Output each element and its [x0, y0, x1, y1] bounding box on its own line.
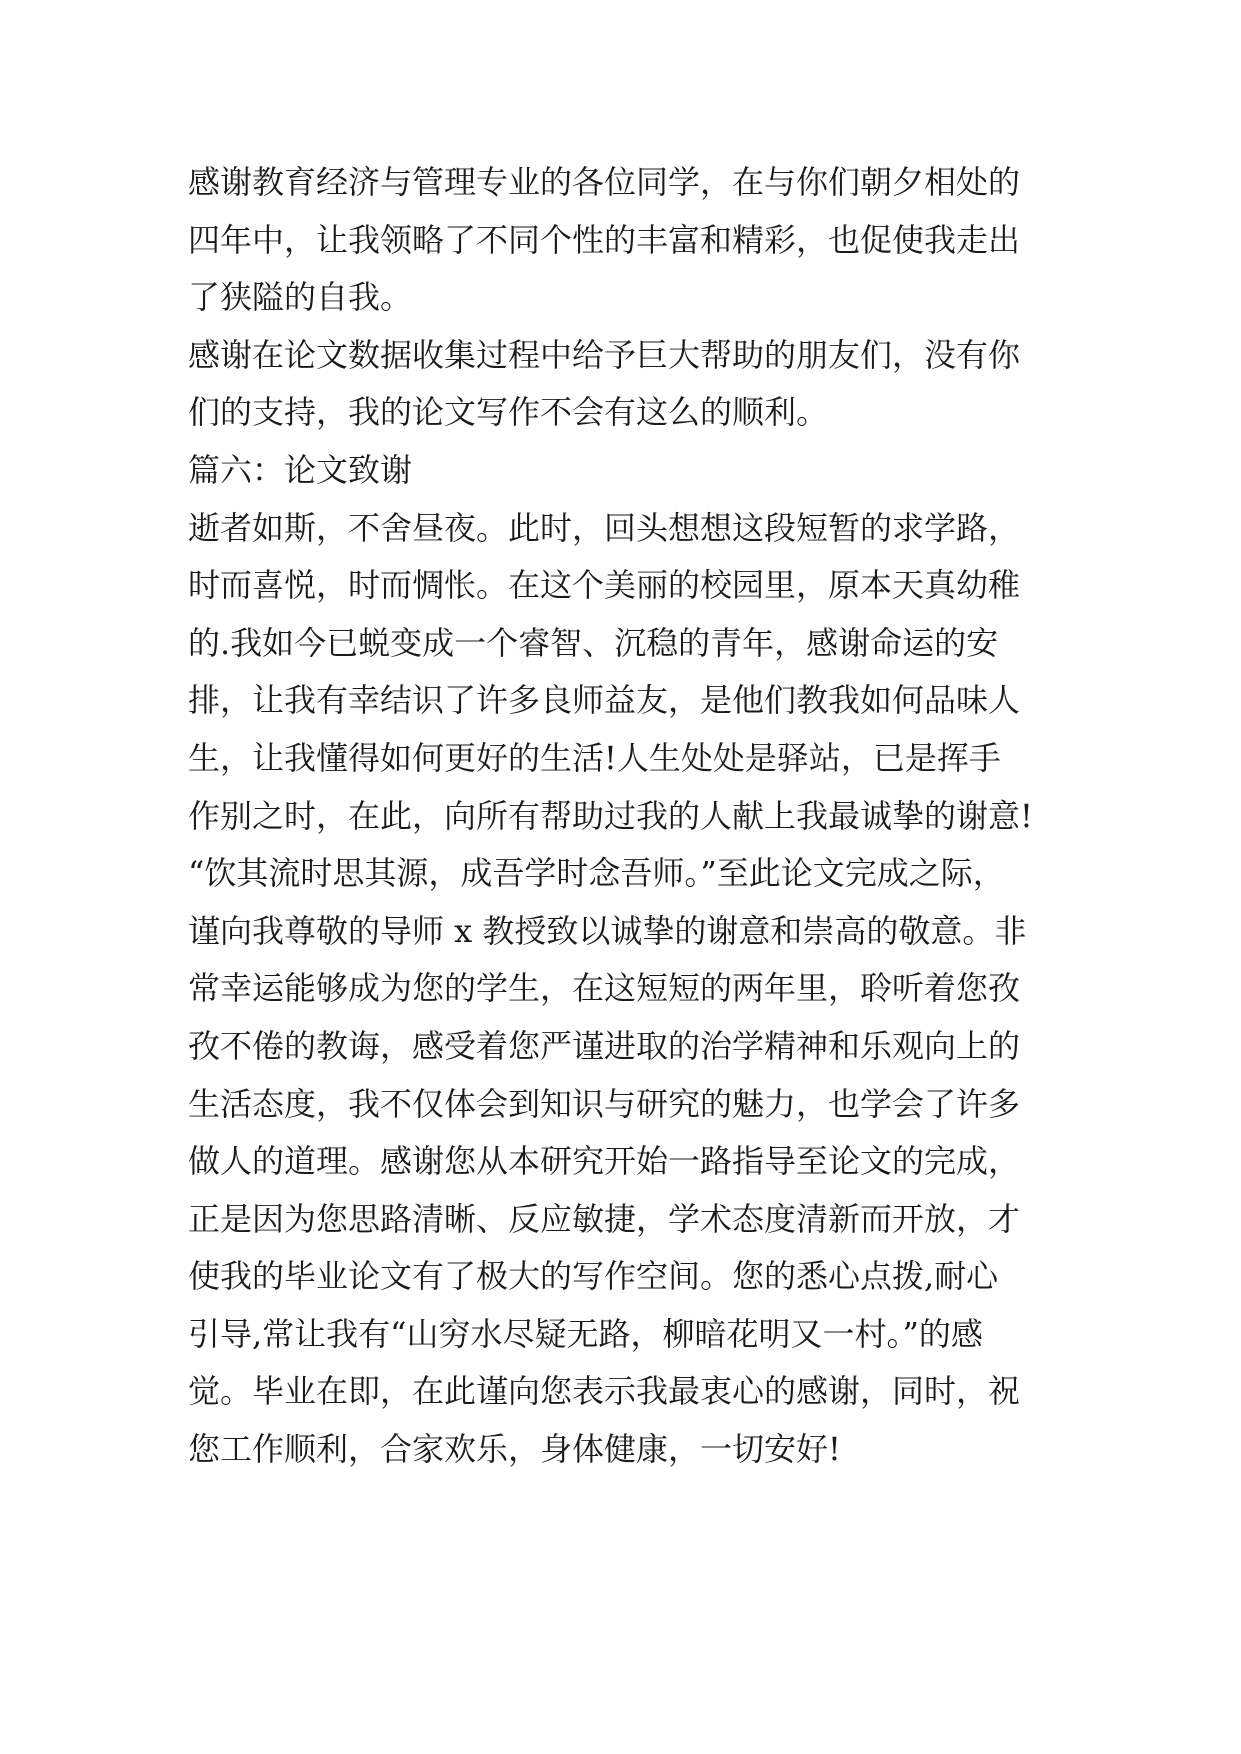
text-line: 生，让我懂得如何更好的生活!人生处处是驿站，已是挥手	[188, 738, 1001, 777]
text-line: 时而喜悦，时而惆怅。在这个美丽的校园里，原本天真幼稚	[188, 566, 1021, 605]
text-line: 逝者如斯，不舍昼夜。此时，回头想想这段短暂的求学路，	[188, 508, 1021, 547]
text-line: 四年中，让我领略了不同个性的丰富和精彩，也促使我走出	[188, 220, 1021, 259]
text-line: 使我的毕业论文有了极大的写作空间。您的悉心点拨,耐心	[188, 1257, 999, 1296]
text-line: 感谢在论文数据收集过程中给予巨大帮助的朋友们，没有你	[188, 335, 1021, 374]
text-line: 常幸运能够成为您的学生，在这短短的两年里，聆听着您孜	[188, 969, 1021, 1008]
text-line: 您工作顺利，合家欢乐，身体健康，一切安好!	[188, 1430, 841, 1469]
text-line: 觉。毕业在即，在此谨向您表示我最衷心的感谢，同时，祝	[188, 1372, 1021, 1411]
text-line: 做人的道理。感谢您从本研究开始一路指导至论文的完成，	[188, 1142, 1021, 1181]
text-line: 生活态度，我不仅体会到知识与研究的魅力，也学会了许多	[188, 1084, 1021, 1123]
body-text	[188, 154, 1068, 1479]
text-line: 引导,常让我有“山穷水尽疑无路，柳暗花明又一村。”的感	[188, 1314, 983, 1353]
text-line: 作别之时，在此，向所有帮助过我的人献上我最诚挚的谢意!	[188, 796, 1033, 835]
text-line: 谨向我尊敬的导师 x 教授致以诚挚的谢意和崇高的敬意。非	[188, 911, 1027, 950]
section-heading: 篇六：论文致谢	[188, 450, 413, 489]
text-line: 们的支持，我的论文写作不会有这么的顺利。	[188, 393, 829, 432]
text-line: 孜不倦的教诲，感受着您严谨进取的治学精神和乐观向上的	[188, 1026, 1021, 1065]
text-line: 排，让我有幸结识了许多良师益友，是他们教我如何品味人	[188, 681, 1021, 720]
text-line: “饮其流时思其源，成吾学时念吾师。”至此论文完成之际，	[188, 854, 1005, 893]
text-line: 了狭隘的自我。	[188, 278, 413, 317]
text-line: 的.我如今已蜕变成一个睿智、沉稳的青年，感谢命运的安	[188, 623, 999, 662]
text-line: 正是因为您思路清晰、反应敏捷，学术态度清新而开放，才	[188, 1199, 1021, 1238]
text-line: 感谢教育经济与管理专业的各位同学，在与你们朝夕相处的	[188, 163, 1021, 201]
